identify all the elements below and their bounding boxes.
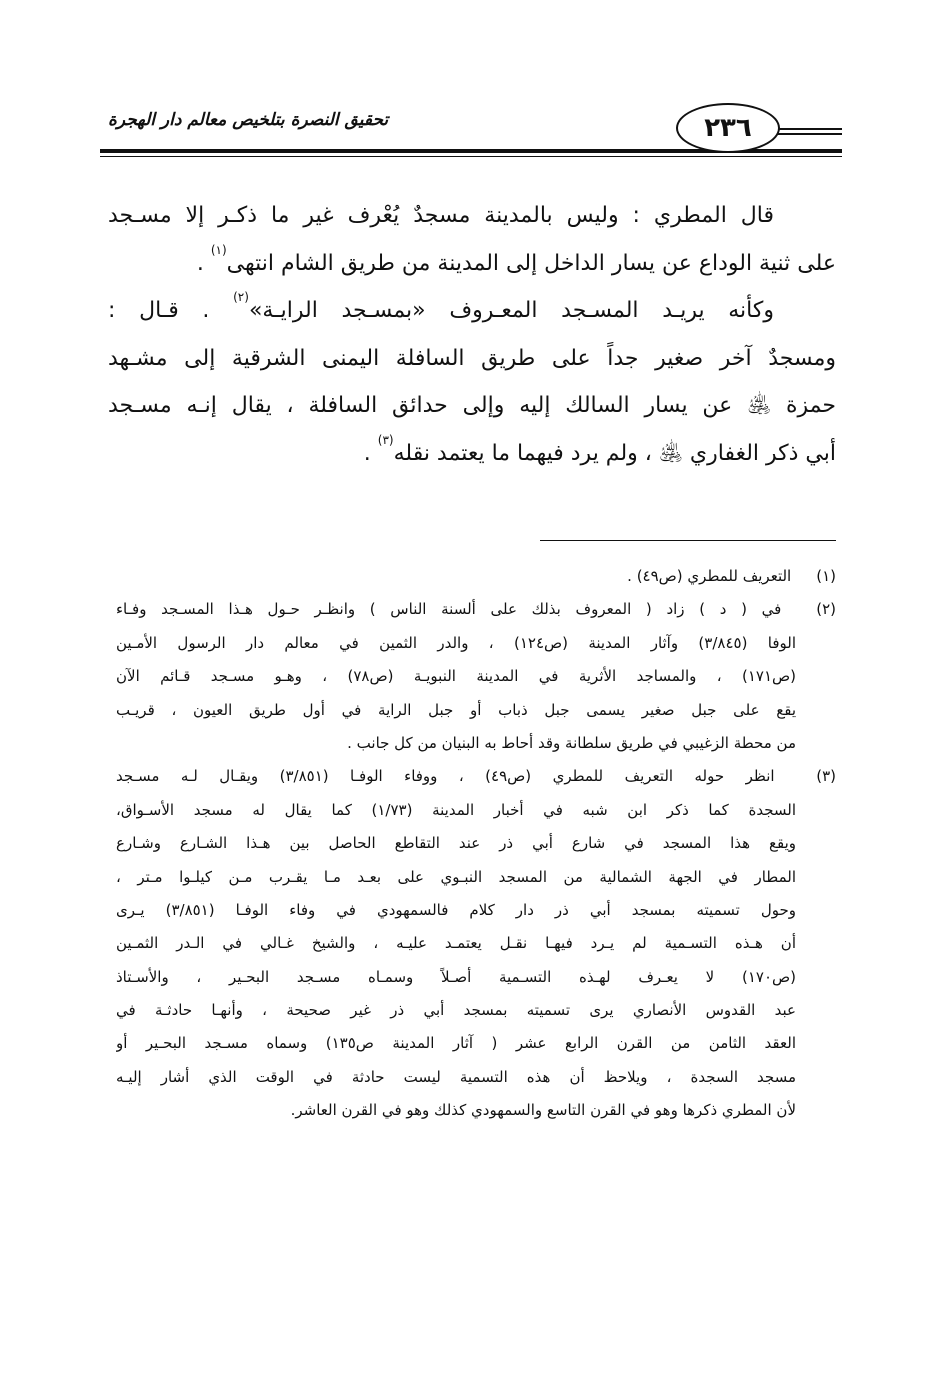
footnote-line: [116, 760, 836, 793]
footnote-line: (ص١٧١) ، والمساجد الأثرية في المدينة النبويـة (ص٧٨) ، وهـو مسـجد قـائم الآن: [116, 667, 796, 686]
footnote-line: المطار في الجهة الشمالية من المسجد النبـوي على بعـد مـا يقـرب مـن كيلـوا مـتر ،: [116, 867, 796, 886]
footnote-line: من محطة الزغيبي في طريق سلطانة وقد أحاط به البنيان من كل جانب .: [347, 733, 796, 752]
footnote-line: [116, 560, 836, 593]
footnote-line: يقع على جبل صغير يسمى جبل ذباب أو جبل الراية في أول طريق العيون ، قريـب: [116, 700, 796, 719]
text-line: [108, 287, 836, 335]
running-header-title: تحقيق النصرة بتلخيص معالم دار الهجرة: [108, 110, 389, 130]
footnote-line: لأن المطري ذكرها وهو في القرن التاسع والسمهودي كذلك وهو في القرن العاشر.: [290, 1101, 796, 1120]
footnote-line: [116, 593, 836, 626]
line-text: . قـال :: [108, 298, 234, 323]
text-line: [108, 430, 836, 478]
footnote-line: ويقع هذا المسجد في شارع أبي ذر عند التقاطع الحاصل بين هـذا الشـارع وشـارع: [116, 834, 796, 853]
footnote-text: انظر حوله التعريف للمطري (ص٤٩) ، ووفاء الوفـا (٣/٨٥١) ويقـال لـه مسـجد: [116, 767, 775, 786]
footnote-line: عبد القدوس الأنصاري يرى تسميته بمسجد أبي ذر غير صحيحة ، وأنهـا حادثـة في: [116, 1001, 796, 1020]
page-number: ٢٣٦: [676, 103, 780, 153]
footnotes: [116, 560, 836, 1128]
line-text: حمزة ﵁ عن يسار السالك إليه وإلى حدائق السافلة ، يقال إنـه مسـجد: [108, 393, 836, 418]
line-text: أبي ذكر الغفاري ﵁ ، ولم يرد فيهما ما يعتمد نقله: [393, 440, 836, 466]
footnote-line: أن هـذه التسـمية لم يـرد فيهـا نقـل يعتمـد عليـه ، والشيخ غـالي في الـدر الثمـين: [116, 934, 796, 953]
line-text: .: [363, 440, 378, 466]
footnote-separator: [540, 540, 836, 541]
line-text: وكأنه يريـد المسـجد المعـروف «بمسـجد الرايـة»: [248, 298, 774, 323]
footnote-line: وحول تسميته بمسجد أبي ذر دار كلام فالسمهودي في وفاء الوفـا (٣/٨٥١) يـرى: [116, 900, 796, 919]
footnote-text: التعريف للمطري (ص٤٩) .: [627, 567, 792, 585]
footnote-line: (ص١٧٠) لا يعـرف لهـذه التسـمية أصـلاً وسمـاه مسـجد البحـير ، والأسـتاذ: [116, 967, 796, 986]
footnote-number: (٢): [816, 600, 836, 619]
text-line: [108, 192, 836, 240]
header-rule: [776, 128, 842, 130]
line-text: على ثنية الوداع عن يسار الداخل إلى المدينة من طريق الشام انتهى: [226, 250, 836, 276]
line-text: ومسجدٌ آخر صغير جداً على طريق السافلة اليمنى الشرقية إلى مشـهد: [108, 345, 836, 371]
footnote-ref[interactable]: (٢): [233, 290, 249, 304]
footnote-ref[interactable]: (١): [210, 242, 227, 257]
footnote-line: مسجد السجدة ، ويلاحظ أن هذه التسمية ليست حادثة في الوقت الذي أشار إليـه: [116, 1067, 796, 1086]
footnote-line: العقد الثامن من القرن الرابع عشر ( آثار المدينة ص١٣٥) وسماه مسـجد البحـير أو: [116, 1034, 796, 1053]
footnote-ref[interactable]: (٣): [377, 432, 394, 447]
footnote-line: السجدة كما ذكر ابن شبه في أخبار المدينة (١/٧٣) كما يقال له مسجد الأسـواق،: [116, 800, 796, 819]
footnote-line: الوفا (٣/٨٤٥) وآثار المدينة (ص١٢٤) ، والدر الثمين في معالم دار الرسول الأمـين: [116, 633, 796, 652]
main-text: [108, 192, 836, 477]
text-line: [108, 335, 836, 383]
header-rule: [776, 133, 842, 135]
text-line: [108, 382, 836, 430]
header-rule-thin: [100, 156, 842, 157]
footnote-number: (٣): [816, 767, 836, 786]
line-text: قال المطري : وليس بالمدينة مسجدٌ يُعْرف غير ما ذكـر إلا مسـجد: [108, 203, 774, 228]
footnote-text: في ( د ) زاد ( المعروف بذلك على ألسنة الناس ) وانظـر حـول هـذا المسـجد وفـاء: [116, 600, 782, 619]
text-line: [108, 240, 836, 288]
line-text: .: [196, 250, 211, 276]
footnote-number: (١): [816, 567, 836, 585]
